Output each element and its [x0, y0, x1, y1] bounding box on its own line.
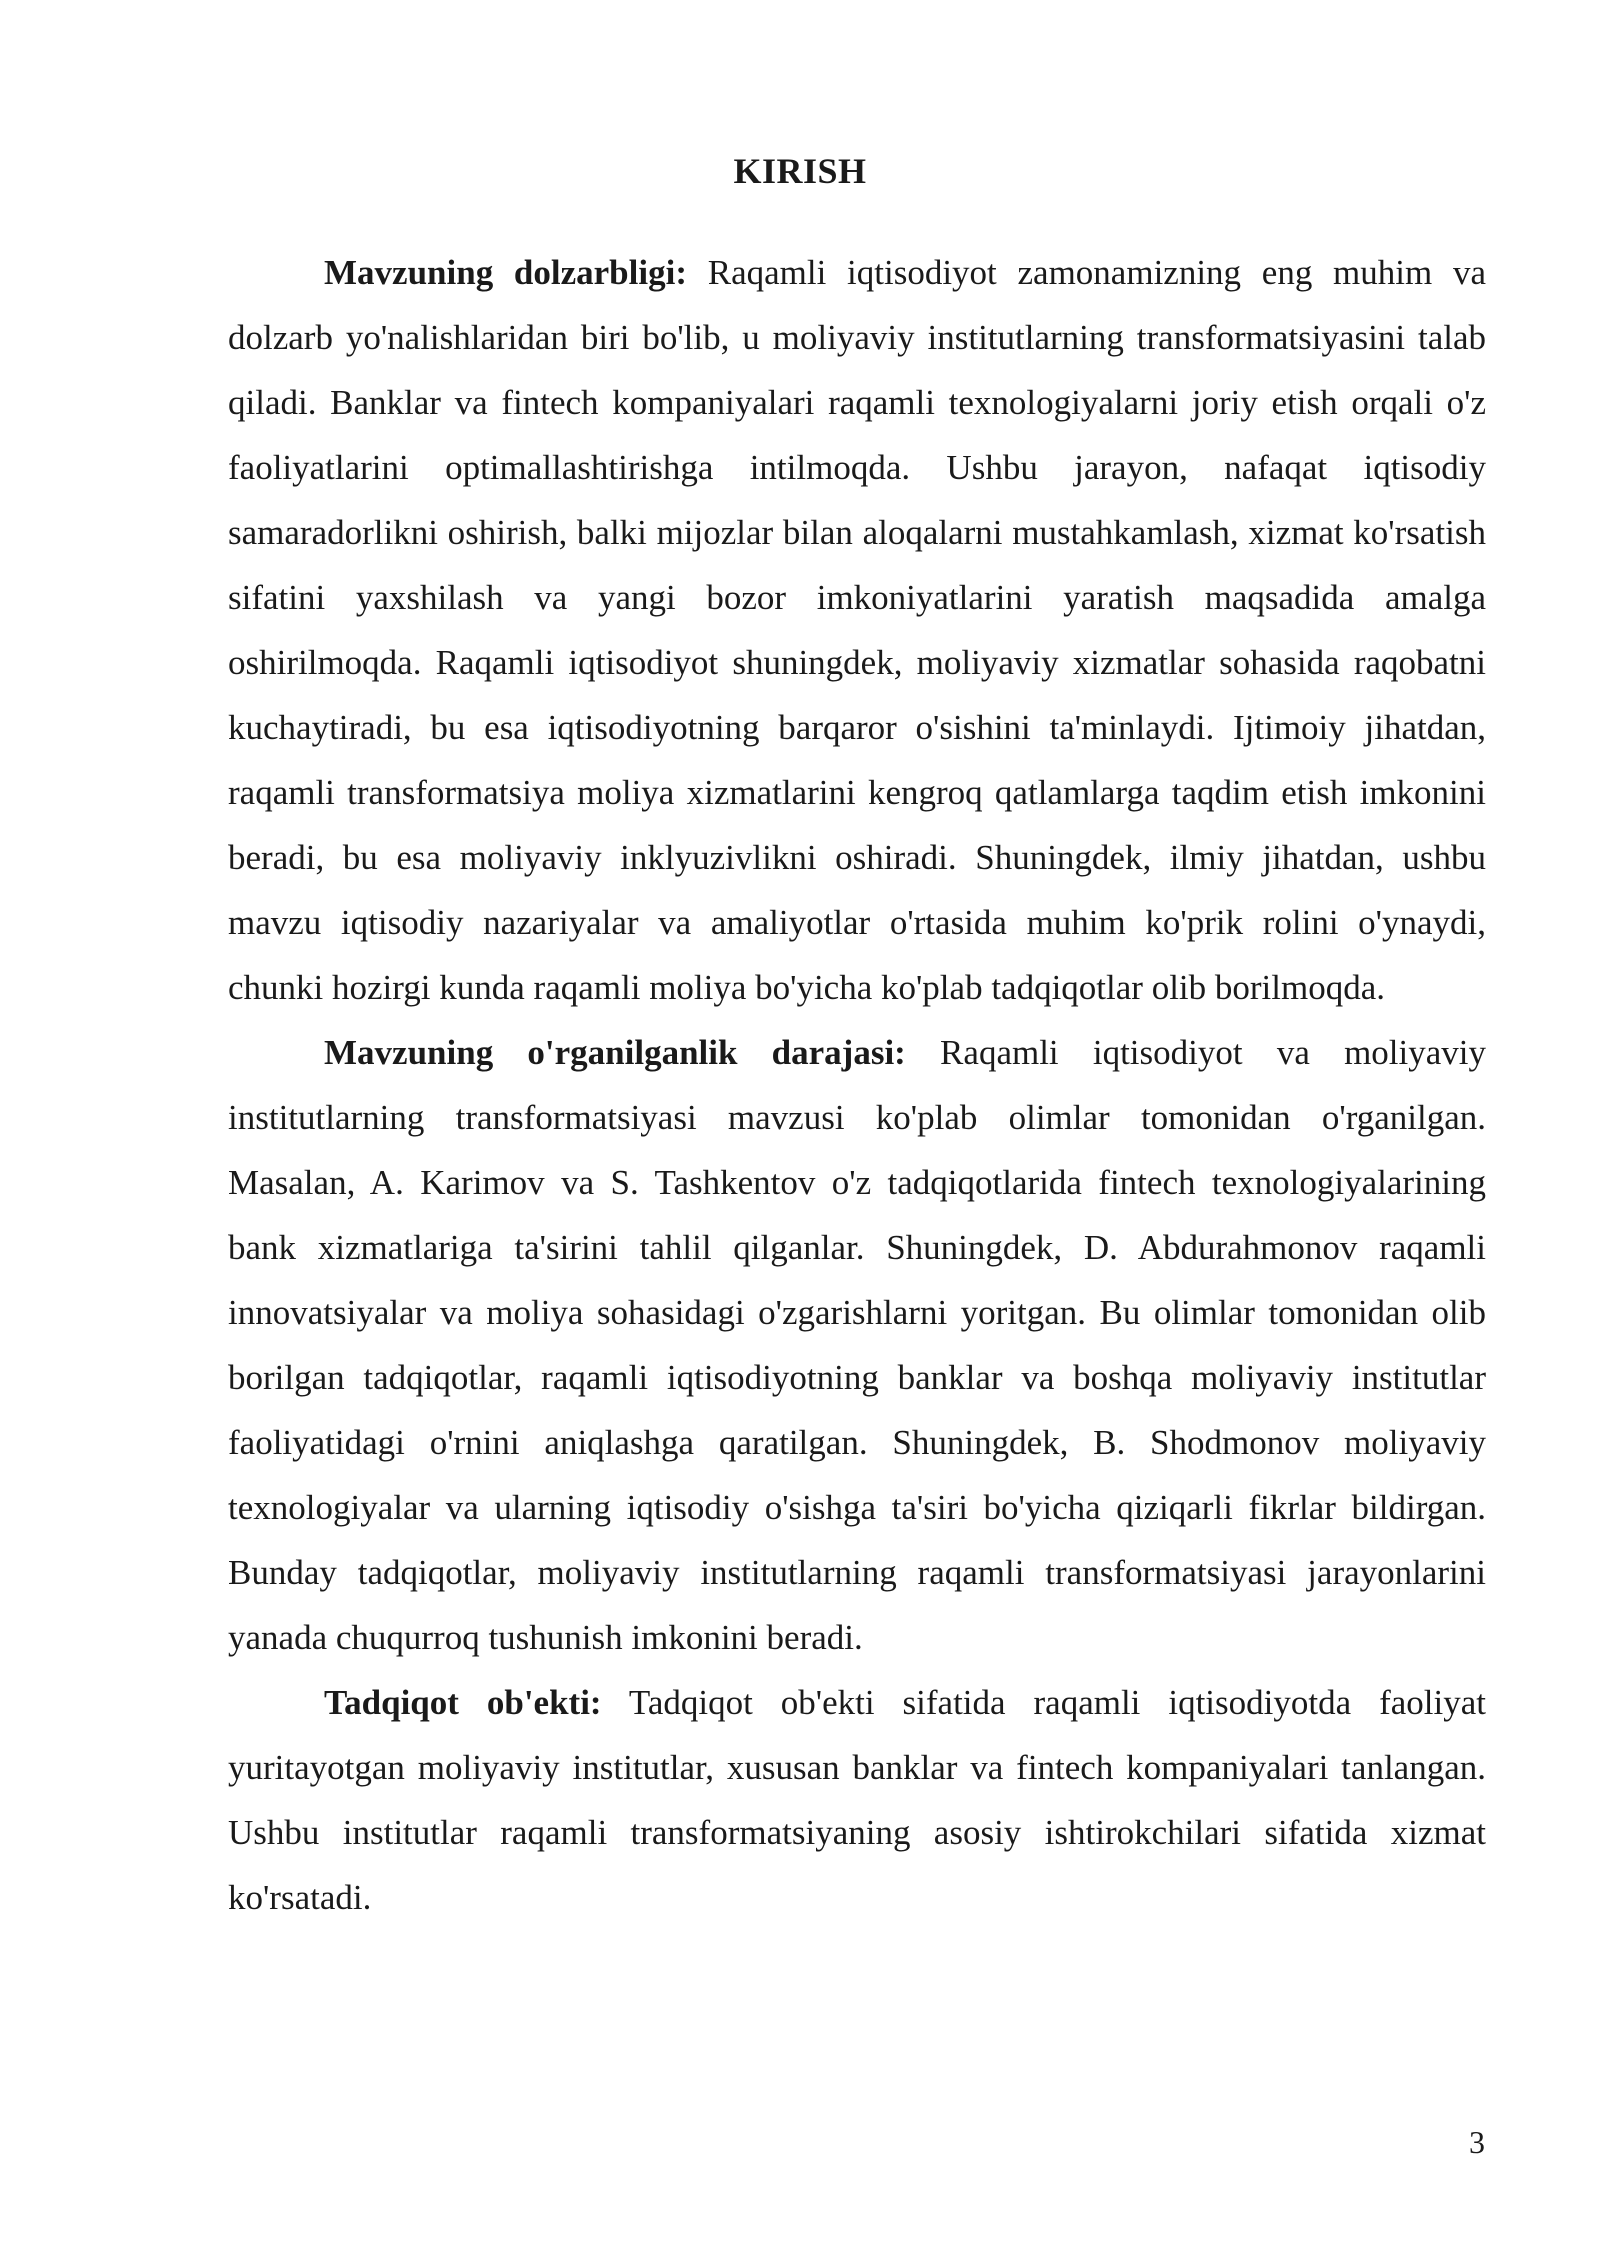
paragraph-relevance — [228, 240, 1486, 1020]
paragraph-lead: Mavzuning dolzarbligi: — [324, 253, 687, 292]
paragraph-lead: Tadqiqot ob'ekti: — [324, 1683, 602, 1722]
body-text — [228, 240, 1486, 1930]
paragraph-study-level — [228, 1020, 1486, 1670]
page-number: 3 — [1469, 2124, 1485, 2160]
paragraph-research-object — [228, 1670, 1486, 1930]
paragraph-text: Tadqiqot ob'ekti sifatida raqamli iqtisodiyotda faoliyat yuritayotgan moliyaviy institutlar, xususan banklar va fintech kompaniyalari tanlangan. Ushbu institutlar raqamli transformatsiyaning asosiy ishtirokchilari sifatida xizmat ko'rsatadi. — [228, 1683, 1486, 1917]
paragraph-text: Raqamli iqtisodiyot zamonamizning eng muhim va dolzarb yo'nalishlaridan biri bo'lib, u moliyaviy institutlarning transformatsiyasini talab qiladi. Banklar va fintech kompaniyalari raqamli texnologiyalarni joriy etish orqali o'z faoliyatlarini optimallashtirishga intilmoqda. Ushbu jarayon, nafaqat iqtisodiy samaradorlikni oshirish, balki mijozlar bilan aloqalarni mustahkamlash, xizmat ko'rsatish sifatini yaxshilash va yangi bozor imkoniyatlarini yaratish maqsadida amalga oshirilmoqda. Raqamli iqtisodiyot shuningdek, moliyaviy xizmatlar sohasida raqobatni kuchaytiradi, bu esa iqtisodiyotning barqaror o'sishini ta'minlaydi. Ijtimoiy jihatdan, raqamli transformatsiya moliya xizmatlarini kengroq qatlamlarga taqdim etish imkonini beradi, bu esa moliyaviy inklyuzivlikni oshiradi. Shuningdek, ilmiy jihatdan, ushbu mavzu iqtisodiy nazariyalar va amaliyotlar o'rtasida muhim ko'prik rolini o'ynaydi, chunki hozirgi kunda raqamli moliya bo'yicha ko'plab tadqiqotlar olib borilmoqda. — [228, 253, 1486, 1007]
page-heading: KIRISH — [733, 151, 867, 191]
paragraph-lead: Mavzuning o'rganilganlik darajasi: — [324, 1033, 906, 1072]
paragraph-text: Raqamli iqtisodiyot va moliyaviy institutlarning transformatsiyasi mavzusi ko'plab olimlar tomonidan o'rganilgan. Masalan, A. Karimov va S. Tashkentov o'z tadqiqotlarida fintech texnologiyalarining bank xizmatlariga ta'sirini tahlil qilganlar. Shuningdek, D. Abdurahmonov raqamli innovatsiyalar va moliya sohasidagi o'zgarishlarni yoritgan. Bu olimlar tomonidan olib borilgan tadqiqotlar, raqamli iqtisodiyotning banklar va boshqa moliyaviy institutlar faoliyatidagi o'rnini aniqlashga qaratilgan. Shuningdek, B. Shodmonov moliyaviy texnologiyalar va ularning iqtisodiy o'sishga ta'siri bo'yicha qiziqarli fikrlar bildirgan. Bunday tadqiqotlar, moliyaviy institutlarning raqamli transformatsiyasi jarayonlarini yanada chuqurroq tushunish imkonini beradi. — [228, 1033, 1487, 1657]
